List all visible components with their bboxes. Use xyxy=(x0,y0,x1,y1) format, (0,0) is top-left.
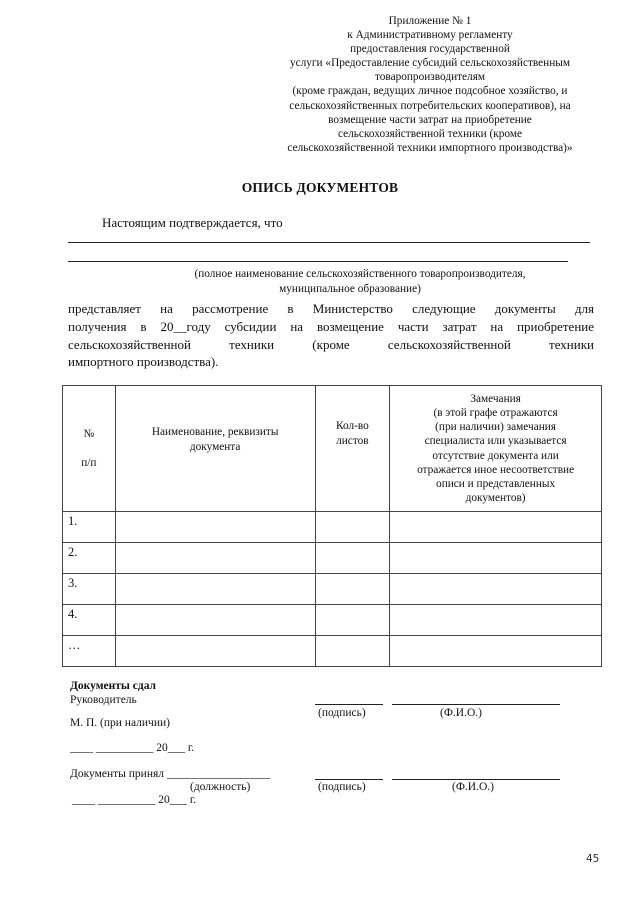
header-document-name xyxy=(115,386,315,512)
body-line: сельскохозяйственной техники (кроме сельскохозяйственной техники xyxy=(68,336,594,352)
row-remarks-cell[interactable] xyxy=(390,512,602,543)
header-text-line: отражается иное несоответствие xyxy=(417,463,575,476)
appendix-line: сельскохозяйственной техники (кроме xyxy=(337,127,523,140)
appendix-line: сельскохозяйственной техники импортного производства)» xyxy=(287,141,573,154)
header-text-line: (при наличии) замечания xyxy=(435,421,557,434)
body-line: получения в 20__году субсидии на возмещение части затрат на приобретение xyxy=(68,318,594,334)
confirm-text: Настоящим подтверждается, что xyxy=(102,215,283,230)
header-text-line: Замечания xyxy=(470,392,521,405)
row-sheet-count-cell[interactable] xyxy=(315,574,390,605)
table-row xyxy=(63,512,602,543)
table-header-row xyxy=(63,386,602,512)
header-text-line: Наименование, реквизиты xyxy=(151,426,279,439)
row-document-name-cell[interactable] xyxy=(115,574,315,605)
document-title: ОПИСЬ ДОКУМЕНТОВ xyxy=(241,180,399,195)
row-number: 4. xyxy=(63,605,116,636)
header-remarks xyxy=(390,386,602,512)
body-paragraph xyxy=(68,300,594,371)
header-text-line: листов xyxy=(336,434,369,447)
date-line-2: ____ __________ 20___ г. xyxy=(72,794,197,806)
appendix-line: Приложение № 1 xyxy=(388,15,472,27)
received-label: Документы принял __________________ xyxy=(70,768,271,780)
header-sheet-count xyxy=(315,386,390,512)
row-remarks-cell[interactable] xyxy=(390,543,602,574)
signature-caption: (подпись) xyxy=(318,707,366,719)
page-number: 45 xyxy=(586,853,600,865)
appendix-line: предоставления государственной xyxy=(350,43,510,56)
row-remarks-cell[interactable] xyxy=(390,605,602,636)
handed-over-label: Документы сдал xyxy=(70,680,157,692)
header-text-line: (в этой графе отражаются xyxy=(433,406,558,419)
header-number-abbr: п/п xyxy=(81,456,97,469)
position-caption: (должность) xyxy=(190,781,251,793)
header-text-line: документов) xyxy=(465,492,526,505)
header-number-symbol: № xyxy=(83,428,95,441)
header-text-line: Кол-во xyxy=(335,420,369,433)
org-name-caption-line: муниципальное образование) xyxy=(279,283,421,295)
row-number: 3. xyxy=(63,574,116,605)
body-line: представляет на рассмотрение в Министерство следующие документы для xyxy=(68,301,594,316)
header-text-line: специалиста или указывается xyxy=(424,435,567,448)
documents-table xyxy=(62,385,602,667)
row-number: 2. xyxy=(63,543,116,574)
row-sheet-count-cell[interactable] xyxy=(315,605,390,636)
head-label: Руководитель xyxy=(70,694,137,706)
row-document-name-cell[interactable] xyxy=(115,512,315,543)
row-remarks-cell[interactable] xyxy=(390,636,602,667)
table-row xyxy=(63,605,602,636)
appendix-header xyxy=(250,14,610,155)
row-document-name-cell[interactable] xyxy=(115,605,315,636)
row-sheet-count-cell[interactable] xyxy=(315,512,390,543)
signature-caption-2: (подпись) xyxy=(318,781,366,793)
row-sheet-count-cell[interactable] xyxy=(315,636,390,667)
row-number: 1. xyxy=(63,512,116,543)
header-text-line: отсутствие документа или xyxy=(432,449,559,462)
appendix-line: сельскохозяйственных потребительских кооперативов), на xyxy=(289,99,571,112)
appendix-line: (кроме граждан, ведущих личное подсобное хозяйство, и xyxy=(292,85,568,98)
row-sheet-count-cell[interactable] xyxy=(315,543,390,574)
signature-line xyxy=(315,704,383,705)
table-row xyxy=(63,543,602,574)
appendix-line: товаропроизводителям xyxy=(374,71,486,84)
header-number xyxy=(63,386,116,512)
org-name-caption xyxy=(0,267,640,297)
fio-caption-2: (Ф.И.О.) xyxy=(452,781,494,793)
header-text-line: описи и представленных xyxy=(436,477,556,490)
fio-line xyxy=(392,704,560,705)
row-number: … xyxy=(63,636,116,667)
appendix-line: к Административному регламенту xyxy=(347,29,513,42)
org-name-line-2 xyxy=(68,261,568,262)
appendix-line: услуги «Предоставление субсидий сельскохозяйственным xyxy=(289,57,571,70)
date-line: ____ __________ 20___ г. xyxy=(70,742,195,754)
row-document-name-cell[interactable] xyxy=(115,636,315,667)
header-text-line: документа xyxy=(189,440,241,453)
org-name-caption-line: (полное наименование сельскохозяйственного товаропроизводителя, xyxy=(194,268,526,280)
org-name-line-1 xyxy=(68,242,590,243)
seal-label: М. П. (при наличии) xyxy=(70,717,170,729)
appendix-line: возмещение части затрат на приобретение xyxy=(328,113,532,126)
row-remarks-cell[interactable] xyxy=(390,574,602,605)
body-line: импортного производства). xyxy=(68,354,219,370)
row-document-name-cell[interactable] xyxy=(115,543,315,574)
fio-line-2 xyxy=(392,779,560,780)
fio-caption: (Ф.И.О.) xyxy=(440,707,482,719)
table-row xyxy=(63,574,602,605)
table-row xyxy=(63,636,602,667)
signature-line-2 xyxy=(315,779,383,780)
